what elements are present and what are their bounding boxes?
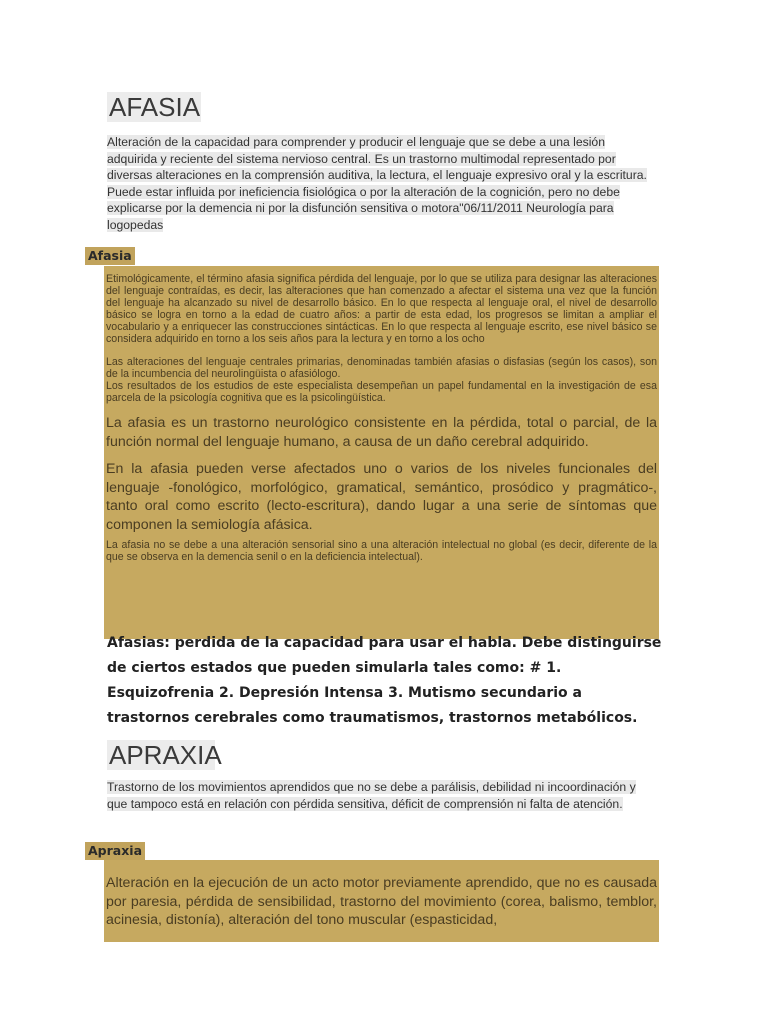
- apraxia-section-label: Apraxia: [85, 842, 145, 860]
- afasia-definition-text: Alteración de la capacidad para comprender y producir el lenguaje que se debe a una lesión adquirida y reciente del sistema nervioso central. Es un trastorno multimodal representado por diversas alteraciones en la comprensión auditiva, la lectura, el lenguaje expresivo oral y la escritura. Puede estar influida por ineficiencia fisiológica o por la alteración de la cognición, pero no debe explicarse por la demencia ni por la disfunción sensitiva o motora"06/11/2011 Neurología para logopedas: [107, 135, 647, 232]
- afasia-highlight-box: [104, 266, 659, 639]
- afasia-paragraph-1: Etimológicamente, el término afasia significa pérdida del lenguaje, por lo que se utiliza para designar las alteraciones del lenguaje contraídas, es decir, las alteraciones que han comenzado a afectar el sistema una vez que la función del lenguaje ha alcanzado su nivel de desarrollo básico. En lo que respecta al lenguaje oral, el nivel de desarrollo básico se logra en torno a la edad de cuatro años: a partir de esta edad, los progresos se limitan a ampliar el vocabulario y a enriquecer las construcciones sintácticas. En lo que respecta al lenguaje escrito, ese nivel básico se considera adquirido en torno a los seis años para la lectura y en torno a los ocho: [106, 273, 657, 345]
- afasia-section-label: Afasia: [85, 247, 135, 265]
- afasia-paragraph-2: Las alteraciones del lenguaje centrales primarias, denominadas también afasias o disfasias (según los casos), son de la incumbencia del neurolingüista o afasiólogo.: [106, 356, 657, 381]
- afasia-paragraph-5: En la afasia pueden verse afectados uno o varios de los niveles funcionales del lenguaje -fonológico, morfológico, gramatical, semántico, prosódico y pragmático-, tanto oral como escrito (lecto-escritura), dando lugar a una serie de síntomas que componen la semiología afásica.: [106, 461, 657, 533]
- afasia-heading: AFASIA: [109, 92, 201, 122]
- afasia-definition: [107, 134, 647, 233]
- afasia-paragraph-3: Los resultados de los estudios de este especialista desempeñan un papel fundamental en la investigación de esa parcela de la psicología cognitiva que es la psicolingüística.: [106, 380, 657, 405]
- apraxia-heading: APRAXIA: [109, 740, 222, 770]
- apraxia-definition-text: Trastorno de los movimientos aprendidos que no se debe a parálisis, debilidad ni incoordinación y que tampoco está en relación con pérdida sensitiva, déficit de comprensión ni falta de atención.: [107, 780, 636, 811]
- apraxia-highlight-box: [104, 860, 659, 942]
- afasia-paragraph-6: La afasia no se debe a una alteración sensorial sino a una alteración intelectual no global (es decir, diferente de la que se observa en la demencia senil o en la deficiencia intelectual).: [106, 539, 657, 563]
- apraxia-definition: [107, 779, 647, 812]
- apraxia-paragraph-1: Alteración en la ejecución de un acto motor previamente aprendido, que no es causada por paresia, pérdida de sensibilidad, trastorno del movimiento (corea, balismo, temblor, acinesia, distonía), alteración del tono muscular (espasticidad,: [106, 875, 657, 928]
- afasia-paragraph-4: La afasia es un trastorno neurológico consistente en la pérdida, total o parcial, de la función normal del lenguaje humano, a causa de un daño cerebral adquirido.: [106, 415, 657, 450]
- afasia-summary: Afasias: perdida de la capacidad para usar el habla. Debe distinguirse de ciertos estados que pueden simularla tales como: # 1. Esquizofrenia 2. Depresión Intensa 3. Mutismo secundario a trastornos cerebrales como traumatismos, trastornos metabólicos.: [107, 635, 662, 726]
